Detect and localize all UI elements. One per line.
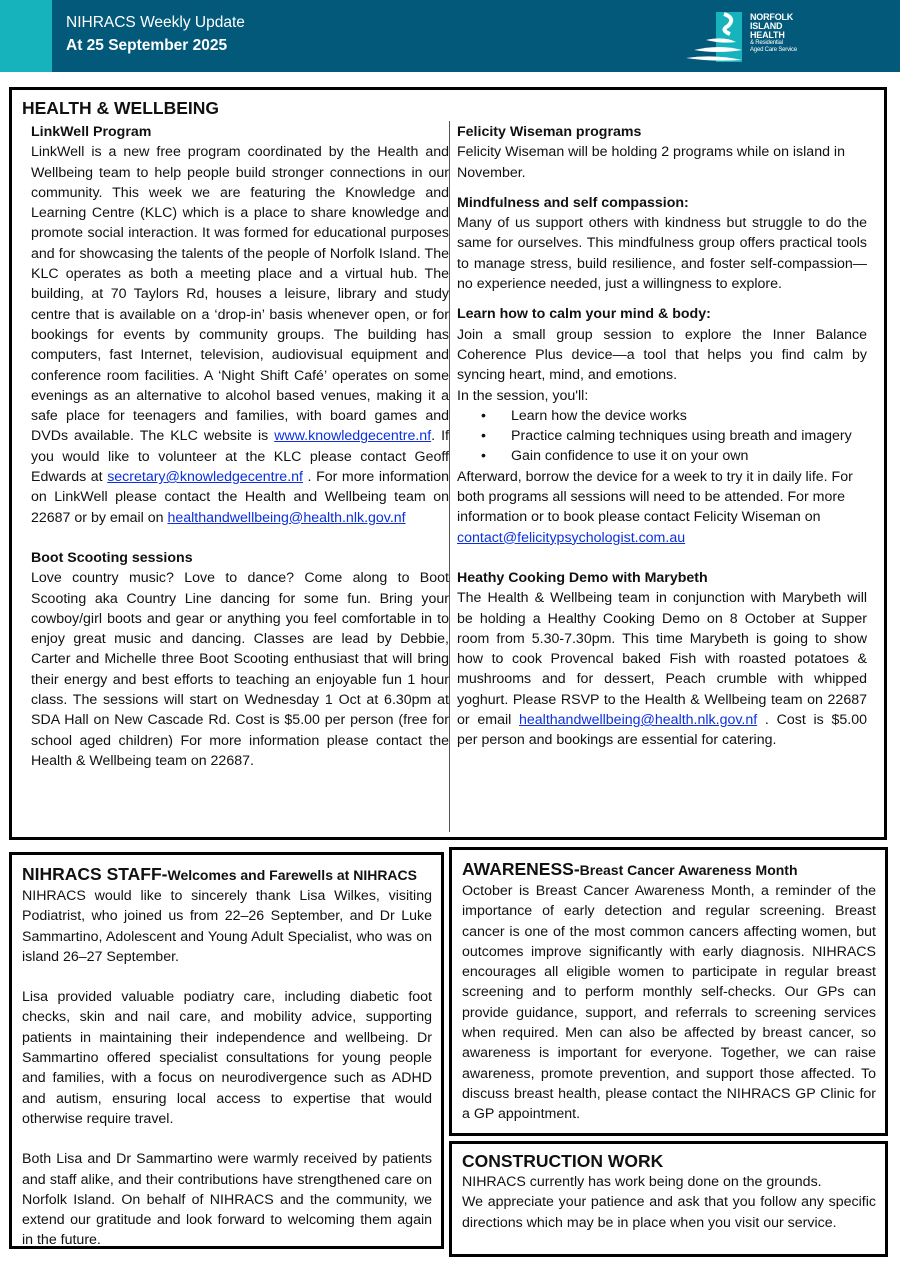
linkwell-body <box>31 142 449 528</box>
linkwell-text-1: LinkWell is a new free program coordinated by the Health and Wellbeing team to help people build stronger connections in our community. This week we are featuring the Knowledge and Learning Centre (KLC) which is a place to share knowledge and promote social interaction. It was formed for educational purposes and for showcasing the talents of the people of Norfolk Island. The KLC operates as both a meeting place and a virtual hub. The building, at 70 Taylors Rd, houses a leisure, library and study centre that is available on a ‘drop-in’ basis whenever open, or for bookings for events by community groups. The building has computers, fast Internet, television, audiovisual equipment and conference room facilities. A ‘Night Shift Café’ operates on some evenings as an alternative to alcohol based venues, making it a safe place for teenagers and families, with board games and DVDs available. The KLC website is <box>31 144 449 445</box>
linkwell-text-3: . For more information on LinkWell please contact the Health and Wellbeing team on 22687 or by email on <box>31 469 450 526</box>
column-divider <box>449 121 450 832</box>
bullet-item: • Learn how the device works <box>457 406 867 426</box>
right-column <box>457 122 867 751</box>
construction-title: CONSTRUCTION WORK <box>462 1151 664 1171</box>
staff-paragraph: Lisa provided valuable podiatry care, including diabetic foot checks, skin and nail care, and mobility advice, supporting patients in maintaining their independence and wellbeing. Dr Sammartino offered specialist consultations for young people and families, with a focus on neurodivergence such as ADHD and autism, ensuring local access to expertise that would otherwise require travel. <box>22 989 432 1127</box>
felicity-heading: Felicity Wiseman programs <box>457 124 642 140</box>
page-header <box>0 0 900 72</box>
logo-line-5: Aged Care Service <box>750 47 797 53</box>
awareness-title-sub: Breast Cancer Awareness Month <box>579 862 798 878</box>
organization-logo <box>684 10 824 66</box>
staff-paragraph: NIHRACS would like to sincerely thank Lisa Wilkes, visiting Podiatrist, who joined us from 22–26 September, and Dr Luke Sammartino, Adolescent and Young Adult Specialist, who was on island 26–27 September. <box>22 888 432 965</box>
left-column <box>31 122 449 771</box>
logo-text <box>750 13 797 54</box>
construction-line-1: NIHRACS currently has work being done on the grounds. <box>462 1174 822 1190</box>
boot-scooting-body: Love country music? Love to dance? Come along to Boot Scooting aka Country Line dancing for some fun. Bring your cowboy/girl boots and gear or anything you feel comfortable in to enjoy great music and dancing. Classes are lead by Debbie, Carter and Michelle three Boot Scooting enthusiast that will bring their energy and best efforts to teaching an enjoyable fun 1 hour class. The sessions will start on Wednesday 1 Oct at 6.30pm at SDA Hall on New Cascade Rd. Cost is $5.00 per person (free for school aged children) For more information please contact the Health & Wellbeing team on 22687. <box>31 570 449 769</box>
logo-wave-icon <box>684 10 748 66</box>
awareness-section <box>449 847 888 1136</box>
newsletter-date: At 25 September 2025 <box>66 37 228 54</box>
cooking-heading: Heathy Cooking Demo with Marybeth <box>457 569 708 586</box>
felicity-body: Felicity Wiseman will be holding 2 programs while on island in November. <box>457 144 845 181</box>
linkwell-heading: LinkWell Program <box>31 124 152 140</box>
calm-heading: Learn how to calm your mind & body: <box>457 306 711 323</box>
awareness-body: October is Breast Cancer Awareness Month, a reminder of the importance of early detection and regular screening. Breast cancer is one of the most common cancers affecting women, but outcomes improve significantly with early diagnosis. NIHRACS encourages all eligible women to participate in regular breast screening and to perform monthly self-checks. Our GPs can provide guidance, support, and referrals to screening services when required. Men can also be affected by breast cancer, so awareness is important for everyone. Together, we can raise awareness, promote prevention, and support those affected. To discuss breast health, please contact the NIHRACS GP Clinic for a GP appointment. <box>462 883 876 1123</box>
boot-scooting-heading: Boot Scooting sessions <box>31 549 193 566</box>
logo-line-1: NORFOLK <box>750 12 794 22</box>
awareness-title-main: AWARENESS- <box>462 859 580 879</box>
calm-after-text: Afterward, borrow the device for a week to try it in daily life. For both programs all sessions will need to be attended. For more information or to book please contact Felicity Wiseman on <box>457 468 853 526</box>
logo-line-4: & Residential <box>750 40 783 46</box>
mindfulness-body: Many of us support others with kindness but struggle to do the same for ourselves. This mindfulness group offers practical tools to manage stress, build resilience, and foster self-compassion—no experience needed, just a willingness to explore. <box>457 215 867 293</box>
logo-line-2: ISLAND <box>750 21 783 31</box>
cooking-email-link[interactable]: healthandwellbeing@health.nlk.gov.nf <box>519 712 758 729</box>
calm-after <box>457 467 867 548</box>
staff-section <box>9 852 444 1249</box>
cooking-text-1: The Health & Wellbeing team in conjunction with Marybeth will be holding a Healthy Cooking Demo on 8 October at Supper room from 5.30-7.30pm. This time Marybeth is going to show how to cook Provencal baked Fish with roasted potatoes & mushrooms and for dessert, Peach crumble with whipped yoghurt. Please RSVP to the Health & Wellbeing team on 22687 or email <box>457 590 867 729</box>
bullet-item: • Gain confidence to use it on your own <box>457 446 867 466</box>
section-title: HEALTH & WELLBEING <box>22 98 220 118</box>
newsletter-title: NIHRACS Weekly Update <box>66 14 245 31</box>
calm-intro: In the session, you'll: <box>457 387 589 404</box>
calm-body: Join a small group session to explore the Inner Balance Coherence Plus device—a tool that helps you find calm by syncing heart, mind, and emotions. <box>457 326 867 384</box>
staff-title <box>22 863 432 886</box>
klc-website-link[interactable]: www.knowledgecentre.nf <box>274 428 432 445</box>
health-wellbeing-email-link[interactable]: healthandwellbeing@health.nlk.gov.nf <box>167 509 406 526</box>
header-accent-strip <box>0 0 52 72</box>
health-wellbeing-section <box>9 87 887 840</box>
felicity-email-link[interactable]: contact@felicitypsychologist.com.au <box>457 529 686 546</box>
klc-secretary-email-link[interactable]: secretary@knowledgecentre.nf <box>107 469 303 486</box>
cooking-text-2: . Cost is $5.00 per person and bookings are essential for catering. <box>457 712 867 749</box>
construction-section <box>449 1141 888 1257</box>
staff-title-main: NIHRACS STAFF- <box>22 864 168 884</box>
logo-line-3: HEALTH <box>750 30 785 40</box>
construction-line-2: We appreciate your patience and ask that you follow any specific directions which may be in place when you visit our service. <box>462 1194 876 1231</box>
cooking-body <box>457 588 867 750</box>
calm-bullet-list <box>457 406 867 467</box>
awareness-title <box>462 858 876 881</box>
mindfulness-heading: Mindfulness and self compassion: <box>457 194 689 211</box>
staff-title-sub: Welcomes and Farewells at NIHRACS <box>167 867 417 883</box>
linkwell-text-2: . If you would like to volunteer at the KLC please contact Geoff Edwards at <box>31 428 449 486</box>
bullet-item: • Practice calming techniques using breath and imagery <box>457 426 867 446</box>
staff-paragraph: Both Lisa and Dr Sammartino were warmly received by patients and staff alike, and their contributions have strengthened care on Norfolk Island. On behalf of NIHRACS and the community, we extend our gratitude and look forward to welcoming them again in the future. <box>22 1151 432 1249</box>
